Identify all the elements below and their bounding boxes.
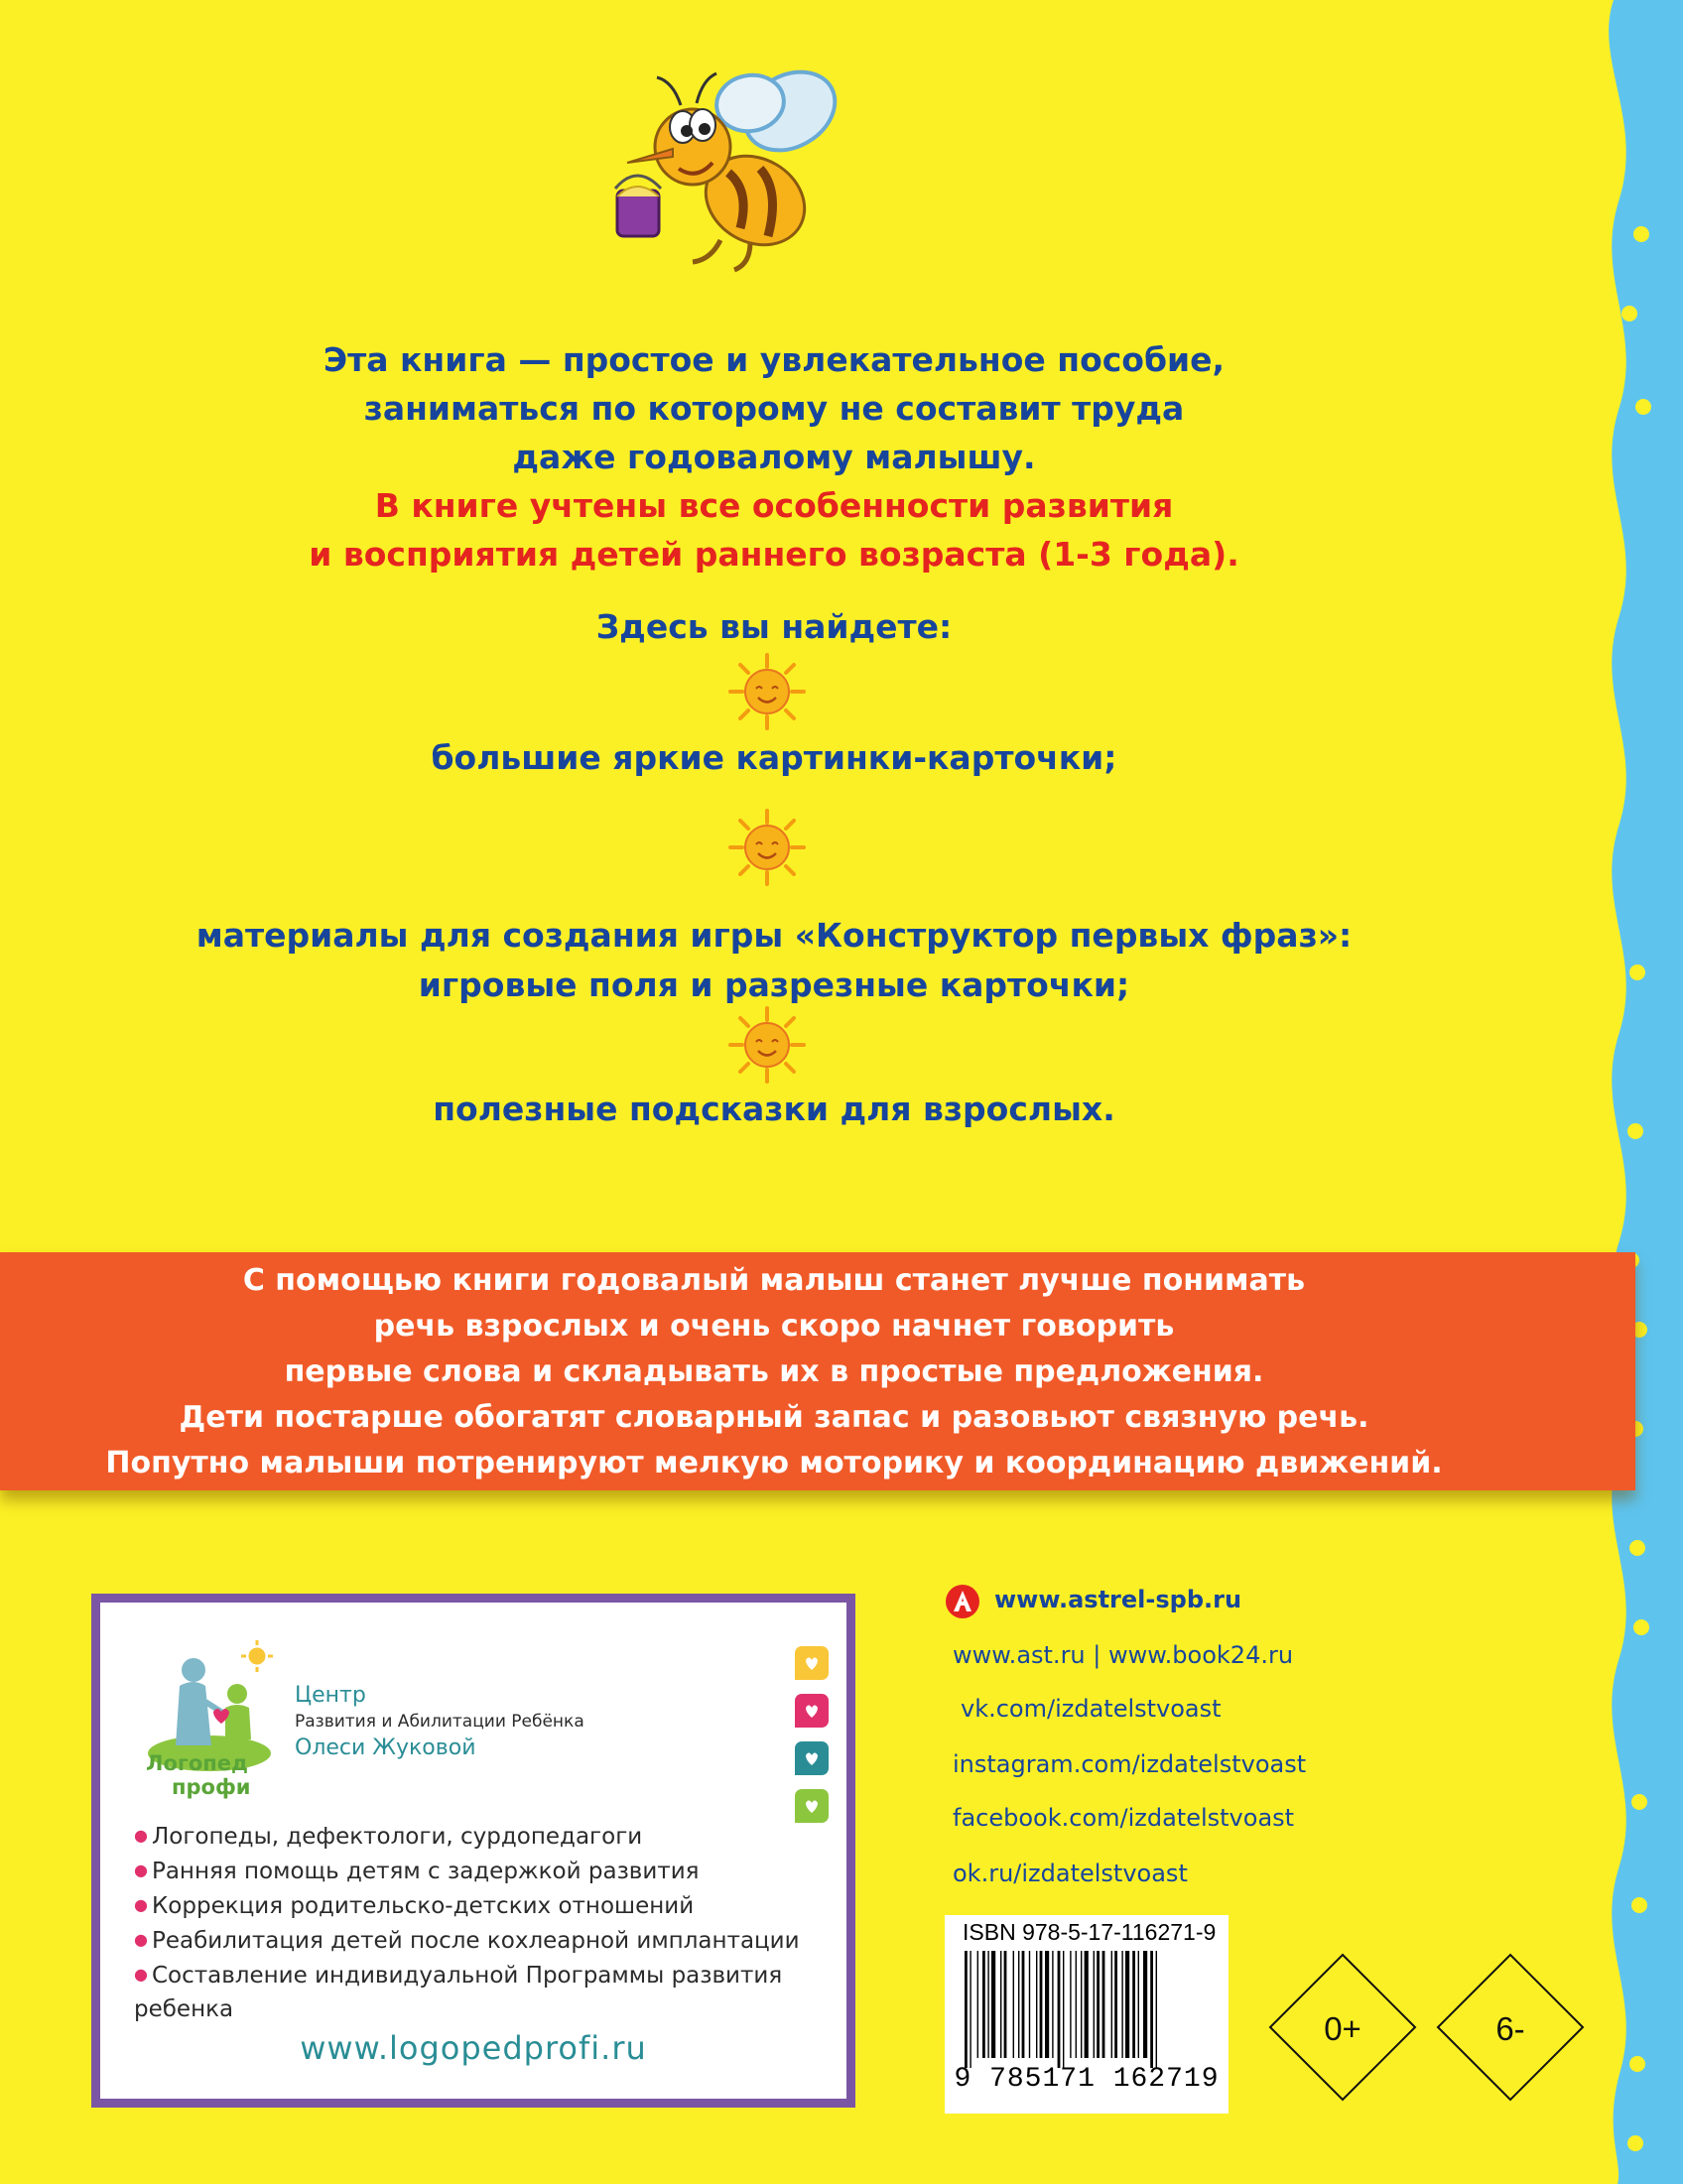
feature-item: полезные подсказки для взрослых.	[433, 1090, 1115, 1128]
barcode-bar	[1022, 1951, 1025, 2058]
decorative-wave-border	[1584, 0, 1683, 2184]
barcode-bar	[1143, 1951, 1147, 2058]
service-item	[134, 1819, 829, 1854]
promo-website-link[interactable]: www.logopedprofi.ru	[300, 2029, 647, 2067]
band-line: первые слова и складывать их в простые предложения.	[284, 1354, 1264, 1389]
barcode-bar	[1029, 1951, 1030, 2058]
barcode-bar	[1045, 1951, 1049, 2058]
barcode-bar	[1156, 1951, 1157, 2068]
isbn-barcode	[945, 1915, 1229, 2114]
band-line: Дети постарше обогатят словарный запас и разовьют связную речь.	[179, 1400, 1369, 1435]
isbn-label: ISBN 978-5-17-116271-9	[963, 1919, 1217, 1945]
barcode-bar	[1076, 1951, 1077, 2058]
service-text: Составление индивидуальной Программы развития	[151, 1963, 783, 1989]
barcode-bar	[1150, 1951, 1153, 2068]
intro-line: и восприятия детей раннего возраста (1-3 года).	[309, 535, 1239, 574]
intro-line: Эта книга — простое и увлекательное пособие,	[323, 340, 1226, 379]
center-title: Центр	[295, 1683, 366, 1708]
barcode-bar	[1114, 1951, 1117, 2058]
barcode-bar	[1036, 1951, 1037, 2058]
barcode-bars	[963, 1951, 1211, 2068]
age-rating-right: 6-	[1495, 2010, 1525, 2047]
barcode-bar	[982, 1951, 985, 2058]
feature-item: большие яркие картинки-карточки;	[431, 738, 1117, 777]
barcode-bar	[1081, 1951, 1082, 2058]
barcode-bar	[1070, 1951, 1071, 2058]
services-list	[134, 1819, 829, 2026]
barcode-bar	[1138, 1951, 1139, 2058]
barcode-bar	[1085, 1951, 1089, 2058]
vk-link[interactable]: vk.com/izdatelstvoast	[961, 1695, 1222, 1723]
sites-link[interactable]: www.ast.ru | www.book24.ru	[953, 1641, 1294, 1669]
barcode-bar	[1058, 1951, 1061, 2068]
bullet-icon: ●	[134, 1895, 148, 1914]
service-text: Реабилитация детей после кохлеарной имплантации	[151, 1928, 800, 1954]
publisher-site-link[interactable]: www.astrel-spb.ru	[994, 1586, 1242, 1613]
barcode-bar	[1121, 1951, 1122, 2058]
feature-item-line: материалы для создания игры «Конструктор первых фраз»:	[195, 916, 1353, 955]
barcode-bar	[1094, 1951, 1095, 2058]
feature-item-line: игровые поля и разрезные карточки;	[418, 965, 1130, 1004]
bee-illustration	[601, 52, 849, 280]
barcode-bar	[1013, 1951, 1014, 2058]
ok-link[interactable]: ok.ru/izdatelstvoast	[953, 1860, 1188, 1887]
barcode-bar	[1097, 1951, 1100, 2058]
barcode-digits: 9 785171 162719	[954, 2064, 1220, 2095]
barcode-bar	[970, 1951, 971, 2068]
barcode-bar	[1040, 1951, 1043, 2058]
instagram-link[interactable]: instagram.com/izdatelstvoast	[953, 1750, 1307, 1778]
center-name: Олеси Жуковой	[295, 1735, 476, 1760]
sun-icon	[728, 1006, 806, 1084]
bullet-icon: ●	[134, 1826, 148, 1845]
barcode-bar	[1102, 1951, 1105, 2058]
age-rating-left: 0+	[1324, 2010, 1361, 2047]
service-text: Ранняя помощь детям с задержкой развития	[151, 1859, 700, 1884]
intro-line: даже годовалому малышу.	[512, 438, 1036, 476]
band-line: Попутно малыши потренируют мелкую моторику и координацию движений.	[105, 1446, 1443, 1480]
barcode-bar	[1132, 1951, 1135, 2058]
sun-icon	[728, 653, 806, 730]
service-item	[134, 1854, 829, 1888]
facebook-link[interactable]: facebook.com/izdatelstvoast	[953, 1804, 1295, 1832]
bullet-icon: ●	[134, 1930, 148, 1949]
heart-icon	[795, 1789, 829, 1823]
intro-text	[0, 335, 1548, 578]
band-line: С помощью книги годовалый малыш станет лучше понимать	[242, 1263, 1306, 1298]
barcode-bar	[991, 1951, 995, 2058]
barcode-bar	[1052, 1951, 1053, 2058]
features-title: Здесь вы найдете:	[595, 607, 953, 646]
heart-icon	[795, 1694, 829, 1728]
publisher-logo-icon	[945, 1584, 980, 1619]
center-subtitle: Развития и Абилитации Ребёнка	[295, 1712, 584, 1732]
logoped-promo-box	[91, 1594, 855, 2108]
service-item	[134, 1923, 829, 1958]
sun-icon	[728, 809, 806, 886]
barcode-bar	[1000, 1951, 1001, 2058]
barcode-bar	[987, 1951, 988, 2058]
highlight-band-text	[0, 1258, 1548, 1486]
intro-line: В книге учтены все особенности развития	[374, 486, 1174, 525]
barcode-bar	[1004, 1951, 1007, 2058]
service-text: Коррекция родительско-детских отношений	[151, 1893, 695, 1919]
heart-icon	[795, 1741, 829, 1775]
barcode-bar	[1125, 1951, 1129, 2058]
logo-text: Логопед	[146, 1751, 248, 1775]
barcode-bar	[977, 1951, 978, 2058]
band-line: речь взрослых и очень скоро начнет говорить	[373, 1309, 1175, 1344]
bullet-icon: ●	[134, 1861, 148, 1879]
logo-text: профи	[172, 1775, 251, 1799]
heart-icon	[795, 1646, 829, 1680]
service-text: Логопеды, дефектологи, сурдопедагоги	[151, 1824, 643, 1850]
intro-line: заниматься по которому не составит труда	[363, 389, 1185, 428]
service-item-continued: ребенка	[134, 1996, 234, 2022]
barcode-bar	[1063, 1951, 1064, 2068]
barcode-bar	[965, 1951, 968, 2068]
service-item	[134, 1888, 829, 1923]
service-item	[134, 1958, 829, 1992]
bullet-icon: ●	[134, 1965, 148, 1984]
feature-item	[0, 911, 1548, 1010]
barcode-bar	[1018, 1951, 1019, 2058]
barcode-bar	[1111, 1951, 1112, 2058]
